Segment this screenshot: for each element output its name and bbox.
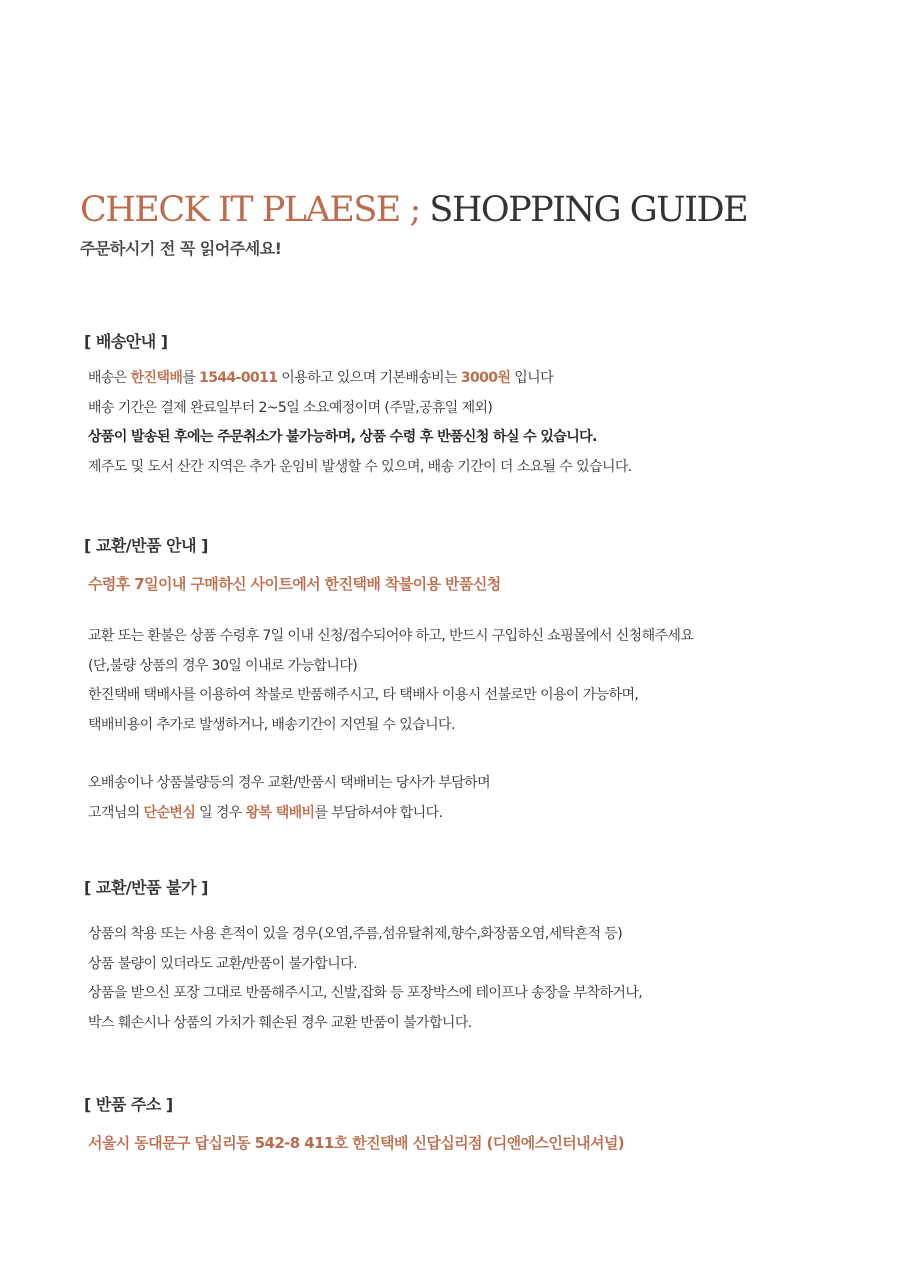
delivery-line-2: 배송 기간은 결제 완료일부터 2~5일 소요예정이며 (주말,공휴일 제외) [88, 399, 493, 416]
return-address-section [84, 1093, 624, 1155]
round-trip-fee-term: 왕복 택배비 [245, 804, 315, 821]
no-exchange-title: [ 교환/반품 불가 ] [84, 878, 208, 897]
delivery-line-4: 제주도 및 도서 산간 지역은 추가 운임비 발생할 수 있으며, 배송 기간이 더 소요될 수 있습니다. [88, 458, 632, 475]
courier-phone: 1544-0011 [199, 370, 278, 386]
no-exchange-line-3: 상품을 받으신 포장 그대로 반품해주시고, 신발,잡화 등 포장박스에 테이프나 송장을 부착하거나, [88, 985, 643, 1001]
delivery-title: [ 배송안내 ] [84, 332, 168, 351]
delivery-line-1 [88, 364, 632, 394]
text-segment: 고객님의 [88, 804, 144, 821]
page-title [80, 186, 747, 234]
text-segment: 입니다 [510, 370, 553, 386]
delivery-section [84, 330, 632, 482]
courier-name: 한진택배 [130, 370, 183, 386]
exchange-line-5: 오배송이나 상품불량등의 경우 교환/반품시 택배비는 당사가 부담하며 [88, 775, 491, 791]
exchange-line-2: (단,불량 상품의 경우 30일 이내로 가능합니다) [88, 657, 358, 674]
text-segment: 를 부담하셔야 합니다. [314, 804, 443, 821]
exchange-line-3: 한진택배 택배사를 이용하여 착불로 반품해주시고, 타 택배사 이용시 선불로만 이용이 가능하며, [88, 687, 639, 703]
text-segment: 일 경우 [195, 804, 246, 821]
text-segment: 이용하고 있으며 기본배송비는 [277, 370, 461, 386]
return-address-title: [ 반품 주소 ] [84, 1095, 173, 1114]
delivery-line-3: 상품이 발송된 후에는 주문취소가 불가능하며, 상품 수령 후 반품신청 하실 수 있습니다. [88, 429, 597, 445]
page-subtitle: 주문하시기 전 꼭 읽어주세요! [80, 239, 282, 258]
guide-header [80, 186, 747, 259]
exchange-line-6 [88, 799, 693, 829]
title-main: SHOPPING GUIDE [419, 190, 748, 230]
exchange-body [88, 622, 693, 828]
text-segment: 배송은 [88, 370, 131, 386]
no-exchange-body [88, 920, 642, 1038]
exchange-line-1: 교환 또는 환불은 상품 수령후 7일 이내 신청/접수되어야 하고, 반드시 구입하신 쇼핑몰에서 신청해주세요 [88, 628, 694, 644]
delivery-body [88, 364, 632, 482]
exchange-highlight: 수령후 7일이내 구매하신 사이트에서 한진택배 착불이용 반품신청 [88, 575, 501, 593]
exchange-section [84, 534, 693, 828]
no-exchange-section [84, 876, 642, 1038]
no-exchange-line-4: 박스 훼손시나 상품의 가치가 훼손된 경우 교환 반품이 불가합니다. [88, 1014, 472, 1031]
title-accent: CHECK IT PLAESE ; [80, 190, 420, 230]
return-address-text: 서울시 동대문구 답십리동 542-8 411호 한진택배 신답십리점 (디앤에스인터내셔널) [88, 1134, 625, 1152]
no-exchange-line-2: 상품 불량이 있더라도 교환/반품이 불가합니다. [88, 955, 357, 972]
simple-change-term: 단순변심 [143, 804, 196, 821]
exchange-title: [ 교환/반품 안내 ] [84, 536, 208, 555]
shipping-fee: 3000원 [460, 370, 511, 386]
text-segment: 를 [182, 370, 200, 386]
no-exchange-line-1: 상품의 착용 또는 사용 흔적이 있을 경우(오염,주름,섬유탈취제,향수,화장품오염,세탁흔적 등) [88, 926, 623, 942]
exchange-line-4: 택배비용이 추가로 발생하거나, 배송기간이 지연될 수 있습니다. [88, 716, 455, 733]
